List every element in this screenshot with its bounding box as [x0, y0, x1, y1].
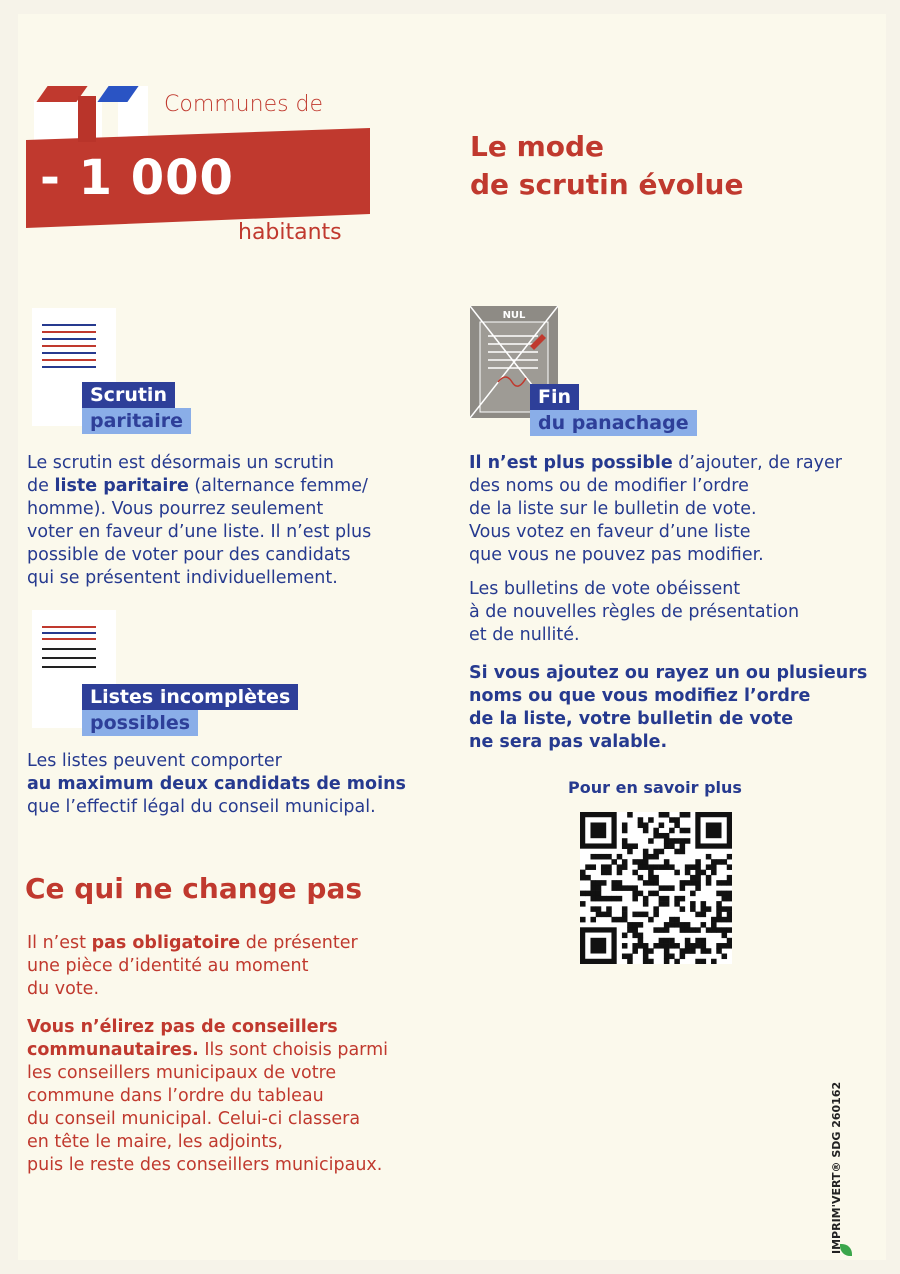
text-line: Si vous ajoutez ou rayez un ou plusieurs — [469, 663, 868, 683]
paragraph-incompletes — [27, 750, 447, 819]
ballot-label: NUL — [502, 310, 526, 321]
imprim-vert-label: IMPRIM'VERT® SDG 260162 — [830, 1081, 843, 1254]
tag-line-2: paritaire — [82, 408, 191, 434]
text-line: noms ou que vous modifiez l’ordre — [469, 686, 811, 706]
text-line: des noms ou de modifier l’ordre — [469, 476, 749, 496]
more-info-label: Pour en savoir plus — [568, 778, 742, 797]
text-line: possible de voter pour des candidats — [27, 545, 351, 565]
text-line: Les bulletins de vote obéissent — [469, 579, 741, 599]
page-title — [470, 128, 743, 204]
tag-line-1: Fin — [530, 384, 579, 410]
qr-code[interactable] — [580, 812, 732, 964]
text-line: que vous ne pouvez pas modifier. — [469, 545, 764, 565]
population-number: - 1 000 — [40, 150, 234, 206]
text-line: de la liste sur le bulletin de vote. — [469, 499, 757, 519]
page-title-line-1: Le mode — [470, 130, 605, 163]
text-line: Vous n’élirez pas de conseillers — [27, 1017, 338, 1037]
text-line: du conseil municipal. Celui-ci classera — [27, 1109, 361, 1129]
paragraph-panachage-2 — [469, 578, 879, 647]
text-line: Vous votez en faveur d’une liste — [469, 522, 751, 542]
tag-scrutin-paritaire — [82, 382, 191, 434]
tag-line-1: Listes incomplètes — [82, 684, 298, 710]
habitants-label: habitants — [238, 220, 342, 245]
text-line: puis le reste des conseillers municipaux. — [27, 1155, 383, 1175]
tag-line-1: Scrutin — [82, 382, 175, 408]
section-title-unchanged: Ce qui ne change pas — [25, 872, 363, 905]
tag-line-2: possibles — [82, 710, 198, 736]
communes-label: Communes de — [164, 92, 324, 117]
text-line: Le scrutin est désormais un scrutin — [27, 453, 334, 473]
house-chimney — [78, 96, 96, 142]
text-line: au maximum deux candidats de moins — [27, 774, 406, 794]
text-line: en tête le maire, les adjoints, — [27, 1132, 283, 1152]
text-line: voter en faveur d’une liste. Il n’est plus — [27, 522, 372, 542]
text-line: qui se présentent individuellement. — [27, 568, 338, 588]
text-line: les conseillers municipaux de votre — [27, 1063, 337, 1083]
text-line: et de nullité. — [469, 625, 580, 645]
text-line: une pièce d’identité au moment — [27, 956, 309, 976]
text-line: du vote. — [27, 979, 100, 999]
text-line: que l’effectif légal du conseil municipal. — [27, 797, 376, 817]
text-line: Il n’est pas obligatoire de présenter — [27, 933, 358, 953]
text-line: ne sera pas valable. — [469, 732, 668, 752]
tag-listes-incompletes — [82, 684, 298, 736]
text-line: de la liste, votre bulletin de vote — [469, 709, 794, 729]
text-line: Les listes peuvent comporter — [27, 751, 282, 771]
paragraph-panachage-1 — [469, 452, 879, 567]
tag-fin-panachage — [530, 384, 697, 436]
paragraph-paritaire — [27, 452, 437, 590]
text-line: commune dans l’ordre du tableau — [27, 1086, 324, 1106]
text-line: de liste paritaire (alternance femme/ — [27, 476, 368, 496]
text-line: Il n’est plus possible d’ajouter, de rayer — [469, 453, 842, 473]
qr-code-graphic — [580, 812, 732, 964]
paragraph-unchanged-1 — [27, 932, 447, 1001]
text-line: communautaires. Ils sont choisis parmi — [27, 1040, 388, 1060]
paragraph-panachage-warning — [469, 662, 879, 754]
text-line: homme). Vous pourrez seulement — [27, 499, 324, 519]
paragraph-unchanged-2 — [27, 1016, 447, 1177]
tag-line-2: du panachage — [530, 410, 697, 436]
page-title-line-2: de scrutin évolue — [470, 168, 744, 201]
text-line: à de nouvelles règles de présentation — [469, 602, 800, 622]
